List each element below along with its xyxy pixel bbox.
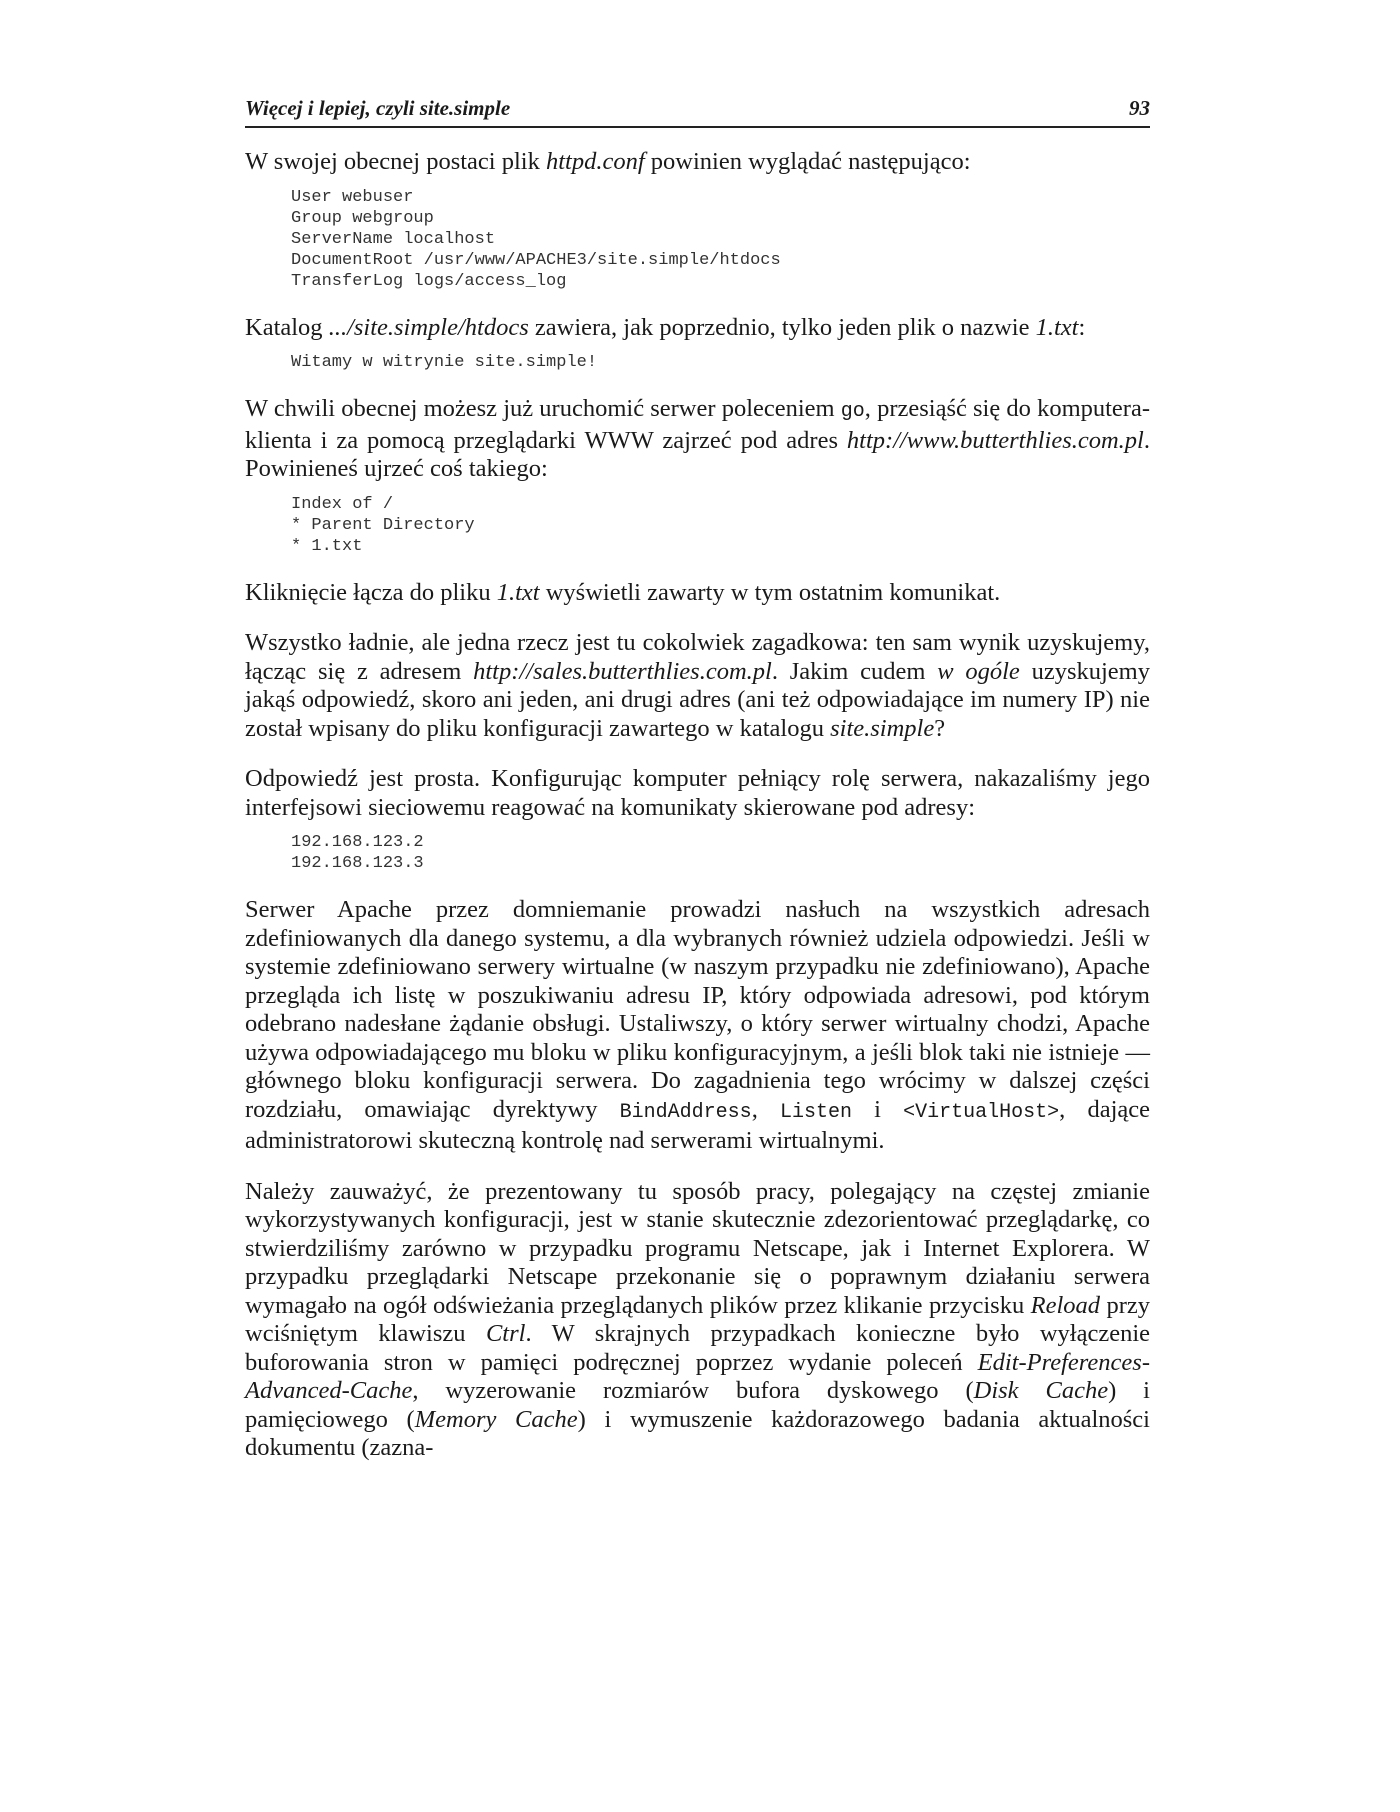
text-run: W swojej obecnej postaci plik xyxy=(245,148,546,175)
code-line: TransferLog logs/access_log xyxy=(291,271,567,291)
code-line: 192.168.123.2 xyxy=(291,833,424,852)
chapter-title: Więcej i lepiej, czyli site.simple xyxy=(245,96,511,120)
code-line: * Parent Directory xyxy=(291,515,475,535)
text-run: . Powinieneś ujrzeć coś takiego: xyxy=(245,426,1150,482)
text-run: , dające administratorowi skuteczną kontrolę nad serwerami wirtualnymi. xyxy=(245,1095,1151,1154)
setting-disk-cache: Disk Cache xyxy=(973,1377,1109,1404)
text-run: Katalog xyxy=(245,313,329,341)
key-name-ctrl: Ctrl xyxy=(485,1320,526,1347)
directive-bindaddress: BindAddress xyxy=(619,1100,752,1124)
text-run: uzyskujemy jakąś odpowiedź, skoro ani jeden, ani drugi adres (ani też odpowiadające im numery IP) nie został wpisany do pliku konfiguracji zawartego w katalogu xyxy=(245,657,1150,742)
running-header xyxy=(245,96,1150,128)
code-block-ip-addresses xyxy=(291,832,1150,874)
button-name-reload: Reload xyxy=(1030,1291,1101,1319)
command-go: go xyxy=(840,400,865,423)
filename-1-txt: 1.txt xyxy=(1035,313,1079,341)
text-run: ) i wymuszenie każdorazowego badania aktualności dokumentu (zazna- xyxy=(245,1405,1150,1461)
paragraph-htdocs xyxy=(245,314,1150,343)
directive-listen: Listen xyxy=(779,1100,852,1124)
text-run: ? xyxy=(934,714,946,742)
text-run: Odpowiedź jest prosta. Konfigurując komputer pełniący rolę serwera, nakazaliśmy jego interfejsowi sieciowemu reagować na komunikaty skierowane pod adresy: xyxy=(245,765,1150,821)
text-run: . W skrajnych przypadkach konieczne było wyłączenie buforowania stron w pamięci podręcznej poprzez wydanie poleceń xyxy=(245,1320,1151,1376)
paragraph-httpd-conf xyxy=(245,148,1150,177)
text-run: W chwili obecnej możesz już uruchomić serwer poleceniem xyxy=(245,395,841,422)
code-block-welcome xyxy=(291,352,1150,373)
code-line: Index of / xyxy=(291,494,394,514)
page-content xyxy=(245,148,1150,1463)
text-run: : xyxy=(1078,313,1086,341)
text-run: wyświetli zawarty w tym ostatnim komunikat. xyxy=(539,578,1001,606)
directive-virtualhost: <VirtualHost> xyxy=(903,1100,1060,1124)
text-run: , xyxy=(751,1095,780,1123)
code-line: Group webgroup xyxy=(291,208,434,228)
text-run: powinien wyglądać następująco: xyxy=(644,148,971,175)
text-run: Kliknięcie łącza do pliku xyxy=(245,578,497,606)
url-sales: http://sales.butterthlies.com.pl xyxy=(473,657,772,685)
paragraph-click-link xyxy=(245,579,1150,608)
url-www: http://www.butterthlies.com.pl xyxy=(846,426,1144,454)
path-htdocs: .../site.simple/htdocs xyxy=(328,313,529,341)
paragraph-run-server xyxy=(245,395,1150,484)
book-page xyxy=(245,96,1150,1463)
code-line: Witamy w witrynie site.simple! xyxy=(291,353,598,372)
paragraph-puzzle xyxy=(245,629,1150,743)
paragraph-browser-cache xyxy=(245,1178,1150,1463)
code-line: DocumentRoot /usr/www/APACHE3/site.simple/htdocs xyxy=(291,250,781,270)
code-line: * 1.txt xyxy=(291,536,363,556)
text-run: . Jakim cudem xyxy=(771,657,938,685)
text-run: , wyzerowanie rozmiarów bufora dyskowego ( xyxy=(412,1377,974,1404)
code-line: User webuser xyxy=(291,187,414,207)
text-run: i xyxy=(852,1095,904,1123)
text-run: Serwer Apache przez domniemanie prowadzi nasłuch na wszystkich adresach zdefiniowanych dla danego systemu, a dla wybranych również udziela odpowiedzi. Jeśli w systemie zdefiniowano serwery wirtualne (w naszym przypadku nie zdefiniowano), Apache przegląda ich listę w poszukiwaniu adresu IP, który odpowiada adresowi, pod którym odebrano nadesłane żądanie obsługi. Ustaliwszy, o który serwer wirtualny chodzi, Apache używa odpowiadającego mu bloku w pliku konfiguracyjnym, a jeśli blok taki nie istnieje — głównego bloku konfiguracji serwera. Do zagadnienia tego wrócimy w dalszej części rozdziału, omawiając dyrektywy xyxy=(245,896,1150,1123)
text-run: , przesiąść się do komputera-klienta i za pomocą przeglądarki WWW zajrzeć pod adres xyxy=(245,395,1150,454)
text-run: przy wciśniętym klawiszu xyxy=(245,1291,1150,1347)
emphasis-w-ogole: w ogóle xyxy=(937,657,1020,685)
setting-memory-cache: Memory Cache xyxy=(414,1405,578,1433)
text-run: Należy zauważyć, że prezentowany tu sposób pracy, polegający na częstej zmianie wykorzystywanych konfiguracji, jest w stanie skutecznie zdezorientować przeglądarkę, co stwierdziliśmy zarówno w przypadku programu Netscape, jak i Internet Explorera. W przypadku przeglądarki Netscape przekonanie się o poprawnym działaniu serwera wymagało na ogół odświeżania przeglądanych plików przez klikanie przycisku xyxy=(245,1177,1150,1319)
paragraph-answer xyxy=(245,765,1150,822)
code-line: 192.168.123.3 xyxy=(291,854,424,873)
code-block-index xyxy=(291,494,1150,557)
text-run: zawiera, jak poprzednio, tylko jeden plik o nazwie xyxy=(528,313,1036,341)
paragraph-apache-listen xyxy=(245,896,1150,1156)
filename-1-txt: 1.txt xyxy=(496,578,540,606)
code-block-httpd-conf xyxy=(291,187,1150,292)
dirname-site-simple: site.simple xyxy=(830,714,935,742)
text-run: Wszystko ładnie, ale jedna rzecz jest tu cokolwiek zagadkowa: ten sam wynik uzyskujemy, łącząc się z adresem xyxy=(245,629,1150,685)
page-number: 93 xyxy=(1129,96,1150,120)
code-line: ServerName localhost xyxy=(291,229,496,249)
filename-httpd-conf: httpd.conf xyxy=(545,148,645,175)
menu-path-cache: Edit-Preferences-Advanced-Cache xyxy=(245,1348,1150,1404)
text-run: ) i pamięciowego ( xyxy=(245,1377,1150,1433)
